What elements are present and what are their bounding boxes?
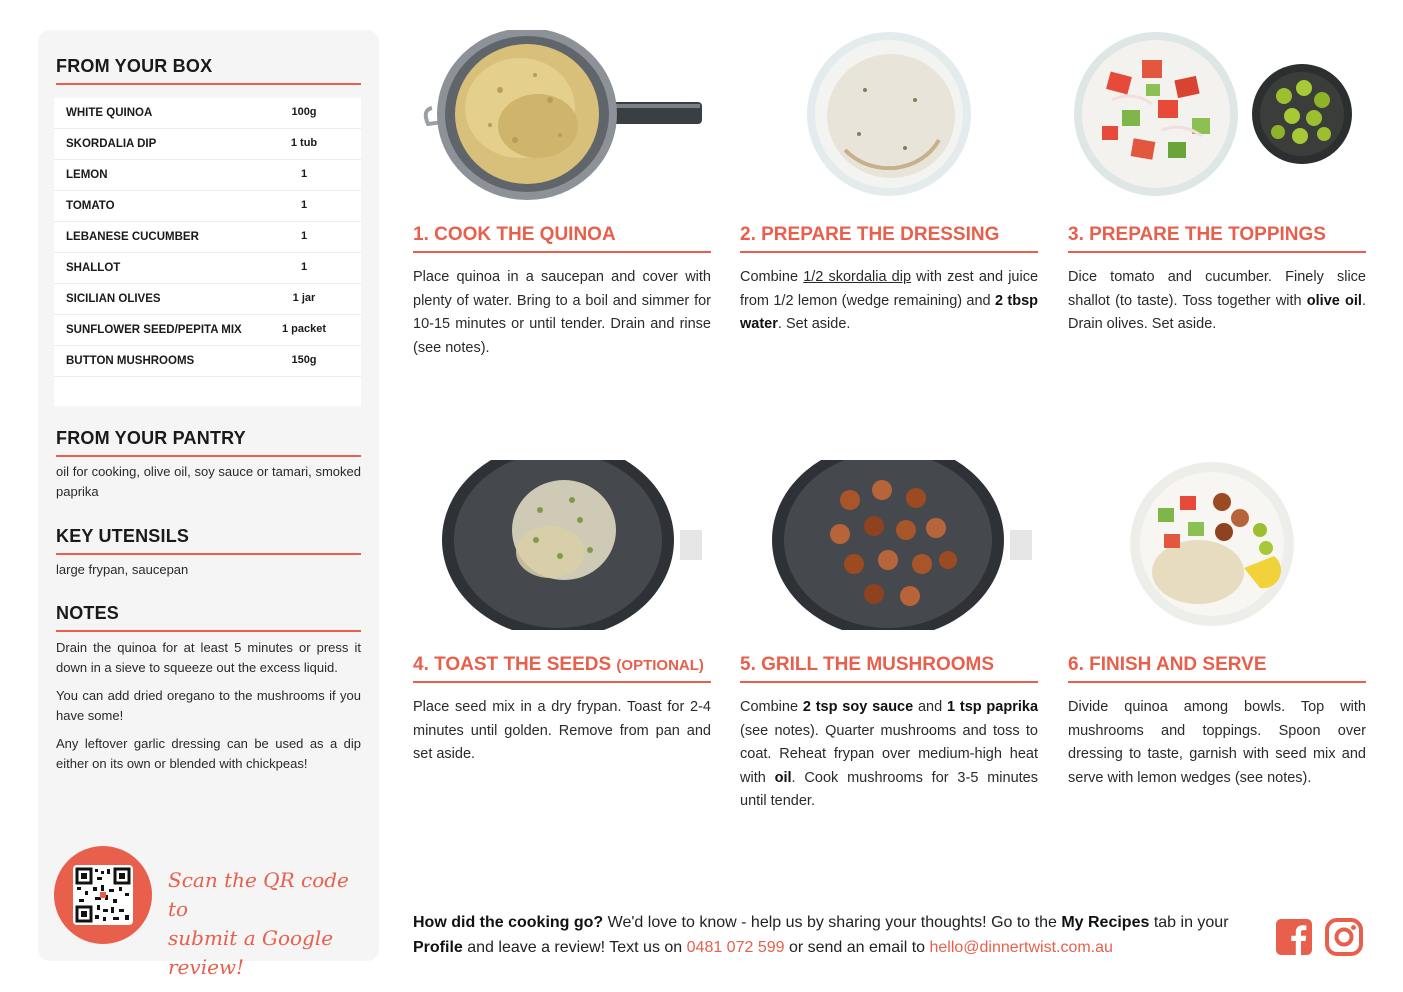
- qr-code-badge[interactable]: [54, 846, 152, 944]
- notes-list: [56, 638, 361, 782]
- footer-text: or send an email to: [784, 939, 930, 956]
- ingredient-name: LEMON: [66, 169, 108, 181]
- qr-cta-line1: Scan the QR code to: [168, 868, 349, 921]
- ingredient-qty: 1: [300, 230, 308, 242]
- ingredient-qty: 1 jar: [292, 292, 316, 304]
- step5-title: 5. GRILL THE MUSHROOMS: [740, 654, 1038, 683]
- step5-text-paprika: 1 tsp paprika: [947, 699, 1039, 715]
- key-utensils-title: KEY UTENSILS: [56, 526, 361, 555]
- step5-text-part: . Cook mushrooms for 3-5 minutes until tender.: [740, 769, 1038, 809]
- notes-title: NOTES: [56, 603, 361, 632]
- step2-text-part: Combine: [740, 269, 804, 285]
- table-row: [54, 253, 361, 284]
- ingredient-name: SKORDALIA DIP: [66, 138, 157, 150]
- footer-profile: Profile: [413, 939, 463, 956]
- facebook-icon[interactable]: [1275, 918, 1313, 956]
- step4-photo-seeds-frypan: [440, 460, 705, 635]
- table-row: [54, 129, 361, 160]
- pantry-text: oil for cooking, olive oil, soy sauce or tamari, smoked paprika: [56, 464, 361, 499]
- step1-photo-quinoa-saucepan: [420, 30, 705, 205]
- step3-text: [1068, 266, 1366, 337]
- step2-text-part: with zest and juice from 1/2 lemon (wedge remaining) and: [740, 269, 1039, 309]
- ingredient-qty: 1: [300, 199, 308, 211]
- footer-phone-link[interactable]: 0481 072 599: [686, 939, 785, 956]
- ingredient-qty: 1 packet: [281, 323, 327, 335]
- ingredient-qty: 1: [300, 168, 308, 180]
- qr-code-icon: [73, 865, 133, 925]
- step5-text-part: (see notes). Quarter mushrooms and toss to coat. Reheat frypan over medium-high heat with: [740, 722, 1038, 786]
- step4-title-main: 4. TOAST THE SEEDS: [413, 654, 617, 675]
- table-row: [54, 191, 361, 222]
- step3-text-part: Dice tomato and cucumber. Finely slice shallot (to taste). Toss together with: [1068, 269, 1366, 309]
- from-your-pantry-title: FROM YOUR PANTRY: [56, 428, 361, 457]
- qr-cta-text: [168, 866, 368, 982]
- step5-text: [740, 696, 1038, 814]
- feedback-footer: [413, 910, 1258, 960]
- step4-text: Place seed mix in a dry frypan. Toast for 2-4 minutes until golden. Remove from pan and set aside.: [413, 699, 711, 762]
- qr-cta-line2: submit a Google review!: [168, 926, 334, 979]
- step5-text-part: and: [913, 699, 947, 715]
- footer-text: We'd love to know - help us by sharing your thoughts! Go to the: [603, 914, 1062, 931]
- step6-title: 6. FINISH AND SERVE: [1068, 654, 1366, 683]
- ingredient-qty: 100g: [291, 106, 317, 118]
- step2-text-skordalia: 1/2 skordalia dip: [803, 269, 912, 285]
- footer-my-recipes: My Recipes: [1061, 914, 1150, 931]
- step5-text-soy: 2 tsp soy sauce: [802, 699, 914, 715]
- step4-title: [413, 654, 711, 683]
- step5-text-part: Combine: [740, 699, 803, 715]
- note-item: Any leftover garlic dressing can be used as a dip either on its own or blended with chickpeas!: [56, 736, 361, 771]
- step4-title-optional: (OPTIONAL): [616, 657, 704, 674]
- ingredient-name: SUNFLOWER SEED/PEPITA MIX: [66, 324, 242, 336]
- table-row: [54, 315, 361, 346]
- ingredient-name: BUTTON MUSHROOMS: [66, 355, 195, 367]
- ingredient-name: WHITE QUINOA: [66, 107, 153, 119]
- step2-photo-dressing-bowl: [805, 30, 973, 203]
- ingredient-qty: 1 tub: [290, 137, 318, 149]
- step2-text: [740, 266, 1038, 337]
- step1-text: Place quinoa in a saucepan and cover with plenty of water. Bring to a boil and simmer for 10-15 minutes or until tender. Drain and rinse (see notes).: [413, 269, 711, 356]
- ingredient-name: TOMATO: [66, 200, 115, 212]
- table-row: [54, 160, 361, 191]
- ingredient-name: SICILIAN OLIVES: [66, 293, 161, 305]
- ingredient-name: SHALLOT: [66, 262, 121, 274]
- step2-text-part: . Set aside.: [777, 316, 851, 332]
- ingredients-table: [54, 98, 361, 406]
- step3-title: 3. PREPARE THE TOPPINGS: [1068, 224, 1366, 253]
- step3-photo-toppings-olives: [1072, 30, 1357, 205]
- note-item: Drain the quinoa for at least 5 minutes or press it down in a sieve to squeeze out the excess liquid.: [56, 640, 361, 675]
- footer-question: How did the cooking go?: [413, 914, 604, 931]
- step2-text-water: 2 tbsp water: [740, 292, 1039, 332]
- table-row: [54, 346, 361, 377]
- step5-text-oil: oil: [774, 769, 792, 786]
- ingredient-name: LEBANESE CUCUMBER: [66, 231, 199, 243]
- ingredient-qty: 1: [300, 261, 308, 273]
- instagram-icon[interactable]: [1325, 918, 1363, 956]
- ingredients-sidebar: [38, 30, 379, 979]
- step1-title: 1. COOK THE QUINOA: [413, 224, 711, 253]
- ingredient-qty: 150g: [291, 354, 317, 366]
- table-row: [54, 284, 361, 315]
- from-your-box-title: FROM YOUR BOX: [56, 56, 361, 85]
- step5-photo-mushrooms-frypan: [770, 460, 1035, 635]
- table-row: [54, 222, 361, 253]
- footer-email-link[interactable]: hello@dinnertwist.com.au: [929, 939, 1113, 956]
- step2-title: 2. PREPARE THE DRESSING: [740, 224, 1038, 253]
- footer-text: tab in your: [1149, 914, 1229, 931]
- footer-text: and leave a review! Text us on: [462, 939, 687, 956]
- step3-text-olive-oil: olive oil: [1306, 292, 1362, 309]
- utensils-text: large frypan, saucepan: [56, 562, 189, 577]
- step3-text-part: . Drain olives. Set aside.: [1068, 292, 1366, 332]
- step6-text: Divide quinoa among bowls. Top with mushrooms and toppings. Spoon over dressing to taste, garnish with seed mix and serve with lemon wedges (see notes).: [1068, 699, 1366, 786]
- table-row: [54, 98, 361, 129]
- note-item: You can add dried oregano to the mushrooms if you have some!: [56, 688, 361, 723]
- step6-photo-finished-bowl: [1128, 460, 1296, 633]
